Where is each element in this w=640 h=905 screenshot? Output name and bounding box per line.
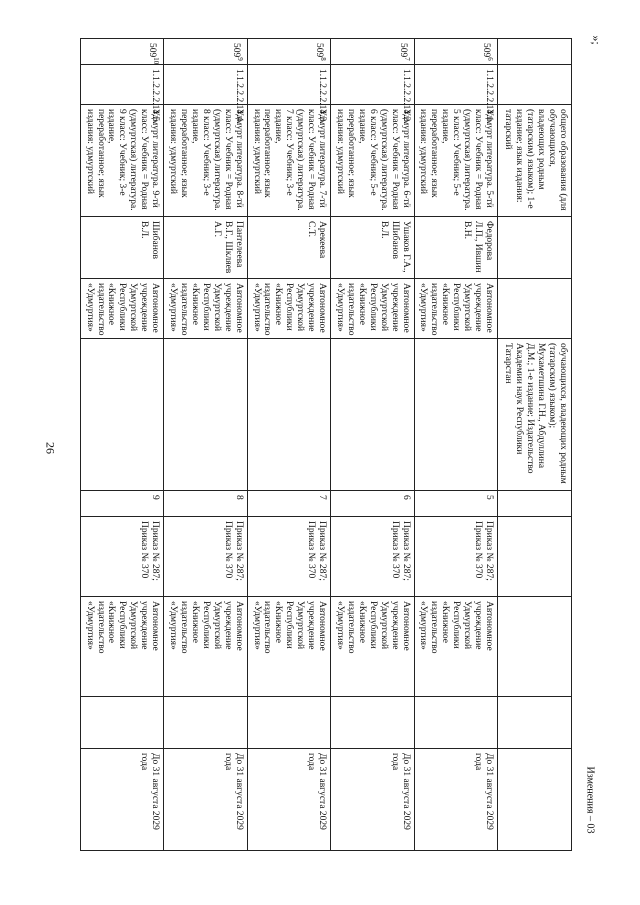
- cell-org: Автономное учреждение Удмуртской Республики «Книжное издательство «Удмуртия»: [247, 279, 330, 339]
- cell-empty: [498, 597, 572, 697]
- cell-empty: [498, 517, 572, 597]
- cell-deadline: До 31 августа 2029 года: [247, 749, 330, 851]
- cell-empty: [164, 339, 247, 491]
- cell-publisher: Автономное учреждение Удмуртской Республики «Книжное издательство «Удмуртия»: [414, 597, 497, 697]
- cell-authors: Арекеева С.Т.: [247, 217, 330, 279]
- cell-org: Автономное учреждение Удмуртской Республики «Книжное издательство «Удмуртия»: [164, 279, 247, 339]
- table-row: [331, 39, 414, 851]
- cell-title: Удмурт литература. 6-тӥ класс: Учебник = Родная (удмуртская) литература. 6 класс: Учебник; 5-е издание, переработанное; язык издания: удмуртский: [331, 105, 414, 217]
- table-row: [80, 39, 163, 851]
- cell-row-number: $509^9$: [164, 39, 247, 65]
- textbook-table: [80, 38, 572, 851]
- cell-code: 1.1.2.2.2.14.5.: [80, 65, 163, 105]
- cell-row-number: $509^6$: [414, 39, 497, 65]
- footer-note: Изменения – 03: [584, 766, 596, 834]
- cell-empty: [164, 697, 247, 749]
- cell-org: Автономное учреждение Удмуртской Республики «Книжное издательство «Удмуртия»: [80, 279, 163, 339]
- end-mark: »;: [589, 35, 604, 45]
- cell-order: Приказ № 287; Приказ № 370: [331, 517, 414, 597]
- cell-order: Приказ № 287; Приказ № 370: [247, 517, 330, 597]
- table-row: [247, 39, 330, 851]
- cell-publisher: Автономное учреждение Удмуртской Республики «Книжное издательство «Удмуртия»: [164, 597, 247, 697]
- cell-row-number: $509^{10}$: [80, 39, 163, 65]
- cell-continuation-publisher: обучающихся, владеющих родным (татарским) языком); Мухаметшина Г.Н., Абдуллина Д.М.; 1-е издание; Издательство Академии наук Республики Татарстан: [498, 339, 572, 491]
- cell-empty: [498, 749, 572, 851]
- cell-empty: [331, 697, 414, 749]
- cell-row-number: $509^7$: [331, 39, 414, 65]
- page-number: 26: [43, 442, 58, 454]
- cell-order-number: 7: [247, 491, 330, 517]
- cell-order: Приказ № 287; Приказ № 370: [414, 517, 497, 597]
- cell-org: Автономное учреждение Удмуртской Республики «Книжное издательство «Удмуртия»: [414, 279, 497, 339]
- cell-order-number: 8: [164, 491, 247, 517]
- cell-publisher: Автономное учреждение Удмуртской Республики «Книжное издательство «Удмуртия»: [80, 597, 163, 697]
- cell-deadline: До 31 августа 2029 года: [80, 749, 163, 851]
- cell-empty: [498, 491, 572, 517]
- cell-authors: Федорова Л.П., Ившин В.Н.: [414, 217, 497, 279]
- cell-publisher: Автономное учреждение Удмуртской Республики «Книжное издательство «Удмуртия»: [331, 597, 414, 697]
- cell-deadline: До 31 августа 2029 года: [164, 749, 247, 851]
- cell-empty: [247, 697, 330, 749]
- cell-order-number: 5: [414, 491, 497, 517]
- cell-authors: Шибанов В.Л.: [80, 217, 163, 279]
- table-row: [164, 39, 247, 851]
- table-row-continuation: [498, 39, 572, 851]
- cell-code: 1.1.2.2.2.14.3.: [247, 65, 330, 105]
- cell-deadline: До 31 августа 2029 года: [331, 749, 414, 851]
- cell-code: 1.1.2.2.2.14.2.: [331, 65, 414, 105]
- cell-title: Удмурт литература. 5-тӥ класс: Учебник = Родная (удмуртская) литература. 5 класс: Учебник; 5-е издание, переработанное; язык издания: удмуртский: [414, 105, 497, 217]
- cell-publisher: Автономное учреждение Удмуртской Республики «Книжное издательство «Удмуртия»: [247, 597, 330, 697]
- cell-empty: [498, 279, 572, 339]
- cell-title: Удмурт литература. 8-тӥ класс: Учебник = Родная (удмуртская) литература. 8 класс: Учебник; 3-е издание, переработанное; язык издания: удмуртский: [164, 105, 247, 217]
- cell-empty: [498, 65, 572, 105]
- cell-empty: [498, 39, 572, 65]
- rotated-table-container: [84, 38, 572, 850]
- cell-authors: Пантелеева В.Г., Шкляев А.Г.: [164, 217, 247, 279]
- cell-empty: [80, 697, 163, 749]
- cell-empty: [80, 339, 163, 491]
- cell-empty: [414, 697, 497, 749]
- cell-order: Приказ № 287; Приказ № 370: [80, 517, 163, 597]
- cell-code: 1.1.2.2.2.14.4.: [164, 65, 247, 105]
- table-row: [414, 39, 497, 851]
- cell-empty: [247, 339, 330, 491]
- cell-empty: [331, 339, 414, 491]
- cell-deadline: До 31 августа 2029 года: [414, 749, 497, 851]
- cell-empty: [498, 697, 572, 749]
- cell-code: 1.1.2.2.2.14.1.: [414, 65, 497, 105]
- cell-order-number: 9: [80, 491, 163, 517]
- cell-row-number: $509^8$: [247, 39, 330, 65]
- cell-order: Приказ № 287; Приказ № 370: [164, 517, 247, 597]
- cell-empty: [414, 339, 497, 491]
- cell-empty: [498, 217, 572, 279]
- cell-title: Удмурт литература. 9-тӥ класс: Учебник = Родная (удмуртская) литература. 9 класс: Учебник; 3-е издание, переработанное; язык издания: удмуртский: [80, 105, 163, 217]
- cell-continuation-title: общего образования (для обучающихся, владеющих родным (татарским) языком); 1-е издание; язык издания: татарский: [498, 105, 572, 217]
- cell-order-number: 6: [331, 491, 414, 517]
- cell-title: Удмурт литература. 7-тӥ класс: Учебник = Родная (удмуртская) литература. 7 класс: Учебник; 3-е издание, переработанное; язык издания: удмуртский: [247, 105, 330, 217]
- cell-authors: Ушаков Г.А., Шибанов В.Л.: [331, 217, 414, 279]
- cell-org: Автономное учреждение Удмуртской Республики «Книжное издательство «Удмуртия»: [331, 279, 414, 339]
